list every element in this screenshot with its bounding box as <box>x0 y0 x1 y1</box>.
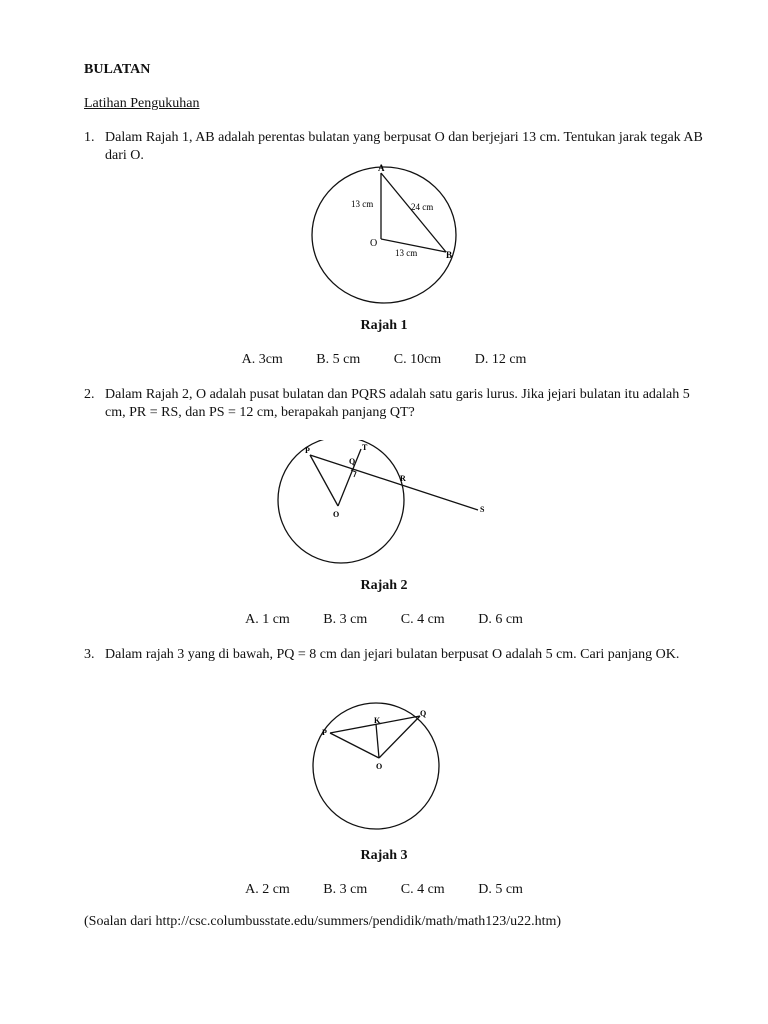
question-2 <box>84 386 704 426</box>
question-number: 1. <box>84 130 95 145</box>
question-text: Dalam rajah 3 yang di bawah, PQ = 8 cm dan jejari bulatan berpusat O adalah 5 cm. Cari panjang OK. <box>105 647 680 662</box>
label-k: K <box>374 716 381 725</box>
figure-caption: Rajah 1 <box>360 318 408 333</box>
figure-caption: Rajah 3 <box>360 848 408 863</box>
option-c: C. 4 cm <box>400 882 445 897</box>
source-note: (Soalan dari http://csc.columbusstate.edu/summers/pendidik/math/math123/u22.htm) <box>84 914 562 929</box>
figure-rajah-3 <box>310 700 450 845</box>
label-q: Q <box>420 709 427 718</box>
option-a: A. 3cm <box>241 352 283 367</box>
option-c: C. 10cm <box>393 352 442 367</box>
label-r: R <box>400 474 406 483</box>
question-number: 3. <box>84 647 95 662</box>
label-b: B <box>446 250 453 260</box>
option-b: B. 5 cm <box>316 352 361 367</box>
question-text: Dalam Rajah 2, O adalah pusat bulatan dan PQRS adalah satu garis lurus. Jika jejari bulatan itu adalah 5 cm, PR = RS, dan PS = 12 cm, berapakah panjang QT? <box>105 387 690 420</box>
answer-options <box>0 882 768 898</box>
label-o: O <box>333 510 340 519</box>
figure-rajah-2 <box>270 440 500 565</box>
answer-options <box>0 352 768 368</box>
label-o: O <box>370 238 378 249</box>
option-b: B. 3 cm <box>323 882 368 897</box>
label-p: P <box>322 728 327 737</box>
label-oa-length: 13 cm <box>351 199 374 209</box>
circle <box>312 167 456 303</box>
figure-caption: Rajah 2 <box>360 578 408 593</box>
line-ok <box>376 724 379 758</box>
label-q: Q <box>349 457 356 466</box>
option-a: A. 1 cm <box>245 612 290 627</box>
answer-options <box>0 612 768 628</box>
label-a: A <box>378 163 385 173</box>
label-o: O <box>376 762 383 771</box>
label-s: S <box>480 505 485 514</box>
question-3 <box>84 646 704 686</box>
section-subtitle: Latihan Pengukuhan <box>84 96 200 111</box>
label-p: P <box>305 446 310 455</box>
option-d: D. 12 cm <box>474 352 527 367</box>
radius-op <box>330 733 379 758</box>
figure-rajah-1 <box>300 160 470 310</box>
label-ob-length: 13 cm <box>395 248 418 258</box>
label-ab-length: 24 cm <box>411 202 434 212</box>
label-t: T <box>362 443 368 452</box>
option-b: B. 3 cm <box>323 612 368 627</box>
option-d: D. 5 cm <box>478 882 523 897</box>
question-text: Dalam Rajah 1, AB adalah perentas bulatan yang berpusat O dan berjejari 13 cm. Tentukan jarak tegak AB dari O. <box>105 130 703 163</box>
document-title: BULATAN <box>84 62 151 77</box>
chord-ab <box>381 173 446 252</box>
option-d: D. 6 cm <box>478 612 523 627</box>
option-a: A. 2 cm <box>245 882 290 897</box>
circle <box>278 440 404 563</box>
question-number: 2. <box>84 387 95 402</box>
option-c: C. 4 cm <box>400 612 445 627</box>
